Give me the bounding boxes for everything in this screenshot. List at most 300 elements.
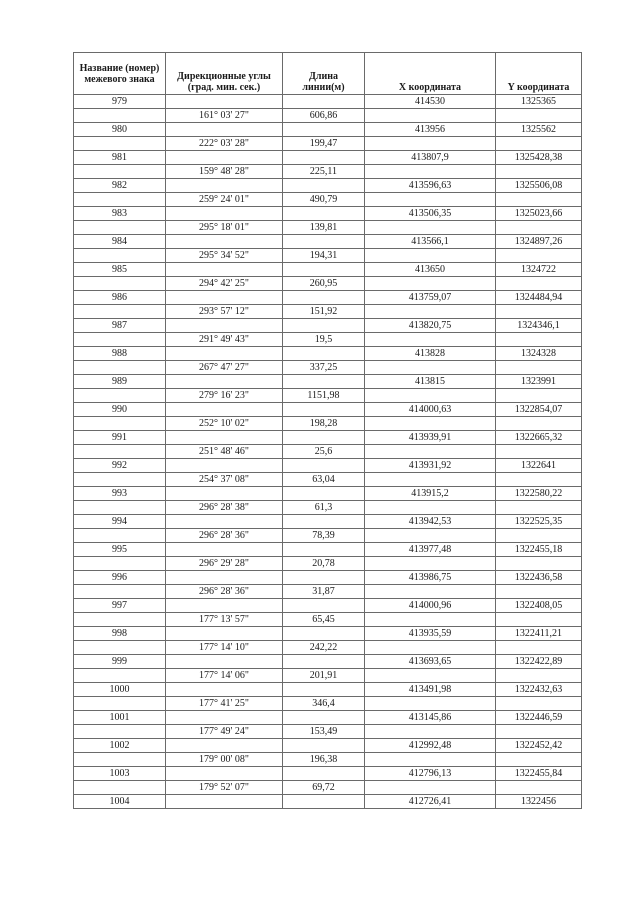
cell-y: 1322411,21 xyxy=(496,627,582,641)
cell-bearing: 296° 28' 36" xyxy=(166,585,283,599)
cell-bearing xyxy=(166,207,283,221)
table-body xyxy=(74,95,582,809)
cell-name: 989 xyxy=(74,375,166,389)
cell-name: 990 xyxy=(74,403,166,417)
cell-length: 199,47 xyxy=(283,137,365,151)
point-row xyxy=(74,655,582,669)
cell-length xyxy=(283,403,365,417)
segment-row xyxy=(74,697,582,711)
segment-row xyxy=(74,585,582,599)
cell-x: 413828 xyxy=(365,347,496,361)
segment-row xyxy=(74,389,582,403)
cell-y xyxy=(496,417,582,431)
cell-y xyxy=(496,305,582,319)
cell-bearing xyxy=(166,347,283,361)
cell-length: 198,28 xyxy=(283,417,365,431)
cell-x: 413986,75 xyxy=(365,571,496,585)
cell-name: 991 xyxy=(74,431,166,445)
cell-y: 1324722 xyxy=(496,263,582,277)
cell-x xyxy=(365,697,496,711)
cell-y: 1322422,89 xyxy=(496,655,582,669)
cell-x: 414000,96 xyxy=(365,599,496,613)
cell-bearing xyxy=(166,403,283,417)
cell-name xyxy=(74,109,166,123)
cell-length xyxy=(283,627,365,641)
cell-name: 1001 xyxy=(74,711,166,725)
cell-x xyxy=(365,445,496,459)
point-row xyxy=(74,123,582,137)
cell-name xyxy=(74,585,166,599)
cell-name xyxy=(74,361,166,375)
cell-bearing: 177° 13' 57" xyxy=(166,613,283,627)
cell-name xyxy=(74,445,166,459)
cell-bearing xyxy=(166,655,283,669)
cell-y xyxy=(496,165,582,179)
cell-length xyxy=(283,487,365,501)
cell-name xyxy=(74,753,166,767)
cell-name xyxy=(74,613,166,627)
cell-name: 1000 xyxy=(74,683,166,697)
cell-x xyxy=(365,305,496,319)
segment-row xyxy=(74,725,582,739)
point-row xyxy=(74,431,582,445)
cell-bearing: 293° 57' 12" xyxy=(166,305,283,319)
cell-y xyxy=(496,641,582,655)
cell-y xyxy=(496,221,582,235)
cell-length: 201,91 xyxy=(283,669,365,683)
cell-x xyxy=(365,557,496,571)
point-row xyxy=(74,767,582,781)
cell-x xyxy=(365,361,496,375)
point-row xyxy=(74,739,582,753)
cell-name xyxy=(74,781,166,795)
cell-x: 413915,2 xyxy=(365,487,496,501)
cell-y xyxy=(496,193,582,207)
cell-bearing xyxy=(166,683,283,697)
cell-x: 413942,53 xyxy=(365,515,496,529)
cell-bearing xyxy=(166,151,283,165)
cell-name: 986 xyxy=(74,291,166,305)
cell-length xyxy=(283,795,365,809)
point-row xyxy=(74,291,582,305)
cell-x xyxy=(365,753,496,767)
cell-bearing xyxy=(166,319,283,333)
cell-y: 1322525,35 xyxy=(496,515,582,529)
cell-name xyxy=(74,669,166,683)
cell-length xyxy=(283,291,365,305)
point-row xyxy=(74,543,582,557)
cell-x: 413956 xyxy=(365,123,496,137)
cell-bearing xyxy=(166,179,283,193)
cell-bearing: 177° 41' 25" xyxy=(166,697,283,711)
cell-y xyxy=(496,445,582,459)
segment-row xyxy=(74,277,582,291)
cell-x xyxy=(365,137,496,151)
cell-bearing: 279° 16' 23" xyxy=(166,389,283,403)
cell-length: 490,79 xyxy=(283,193,365,207)
header-row xyxy=(74,53,582,95)
cell-bearing: 159° 48' 28" xyxy=(166,165,283,179)
cell-name: 985 xyxy=(74,263,166,277)
cell-length xyxy=(283,95,365,109)
cell-bearing xyxy=(166,599,283,613)
cell-x xyxy=(365,585,496,599)
cell-x xyxy=(365,221,496,235)
point-row xyxy=(74,179,582,193)
segment-row xyxy=(74,501,582,515)
cell-x xyxy=(365,277,496,291)
cell-x xyxy=(365,473,496,487)
point-row xyxy=(74,487,582,501)
cell-name: 988 xyxy=(74,347,166,361)
point-row xyxy=(74,515,582,529)
cell-name xyxy=(74,501,166,515)
cell-name xyxy=(74,641,166,655)
cell-bearing: 294° 42' 25" xyxy=(166,277,283,291)
cell-y: 1322408,05 xyxy=(496,599,582,613)
cell-length xyxy=(283,543,365,557)
cell-y: 1325365 xyxy=(496,95,582,109)
cell-length: 139,81 xyxy=(283,221,365,235)
cell-length: 31,87 xyxy=(283,585,365,599)
segment-row xyxy=(74,109,582,123)
cell-bearing: 295° 18' 01" xyxy=(166,221,283,235)
cell-x xyxy=(365,613,496,627)
cell-x: 412796,13 xyxy=(365,767,496,781)
point-row xyxy=(74,571,582,585)
cell-length: 225,11 xyxy=(283,165,365,179)
cell-length xyxy=(283,123,365,137)
cell-length: 346,4 xyxy=(283,697,365,711)
cell-y xyxy=(496,697,582,711)
point-row xyxy=(74,151,582,165)
cell-x xyxy=(365,109,496,123)
point-row xyxy=(74,683,582,697)
cell-bearing xyxy=(166,263,283,277)
cell-name: 992 xyxy=(74,459,166,473)
cell-length: 337,25 xyxy=(283,361,365,375)
cell-length xyxy=(283,683,365,697)
cell-y: 1324328 xyxy=(496,347,582,361)
cell-y xyxy=(496,501,582,515)
cell-y: 1322580,22 xyxy=(496,487,582,501)
point-row xyxy=(74,403,582,417)
cell-y: 1322854,07 xyxy=(496,403,582,417)
cell-x: 413759,07 xyxy=(365,291,496,305)
cell-y xyxy=(496,557,582,571)
cell-name xyxy=(74,417,166,431)
cell-bearing xyxy=(166,767,283,781)
cell-bearing: 291° 49' 43" xyxy=(166,333,283,347)
cell-y: 1322452,42 xyxy=(496,739,582,753)
cell-x: 414530 xyxy=(365,95,496,109)
cell-y: 1325562 xyxy=(496,123,582,137)
point-row xyxy=(74,711,582,725)
cell-y xyxy=(496,613,582,627)
segment-row xyxy=(74,333,582,347)
cell-y: 1325023,66 xyxy=(496,207,582,221)
table-header xyxy=(74,53,582,95)
cell-x xyxy=(365,193,496,207)
cell-bearing xyxy=(166,627,283,641)
cell-length xyxy=(283,207,365,221)
cell-y: 1322455,18 xyxy=(496,543,582,557)
cell-length: 65,45 xyxy=(283,613,365,627)
cell-length: 25,6 xyxy=(283,445,365,459)
cell-y xyxy=(496,753,582,767)
cell-bearing: 259° 24' 01" xyxy=(166,193,283,207)
cell-y: 1325506,08 xyxy=(496,179,582,193)
segment-row xyxy=(74,361,582,375)
cell-y: 1322432,63 xyxy=(496,683,582,697)
cell-x: 413931,92 xyxy=(365,459,496,473)
cell-bearing: 251° 48' 46" xyxy=(166,445,283,459)
cell-bearing xyxy=(166,487,283,501)
cell-length xyxy=(283,347,365,361)
segment-row xyxy=(74,165,582,179)
cell-bearing xyxy=(166,431,283,445)
cell-y: 1323991 xyxy=(496,375,582,389)
segment-row xyxy=(74,305,582,319)
cell-y xyxy=(496,389,582,403)
cell-y xyxy=(496,529,582,543)
cell-bearing: 296° 29' 28" xyxy=(166,557,283,571)
cell-length: 606,86 xyxy=(283,109,365,123)
segment-row xyxy=(74,557,582,571)
cell-length: 242,22 xyxy=(283,641,365,655)
cell-name: 993 xyxy=(74,487,166,501)
cell-length: 19,5 xyxy=(283,333,365,347)
cell-name: 983 xyxy=(74,207,166,221)
cell-bearing xyxy=(166,571,283,585)
segment-row xyxy=(74,193,582,207)
cell-bearing xyxy=(166,543,283,557)
cell-length xyxy=(283,515,365,529)
segment-row xyxy=(74,137,582,151)
cell-length xyxy=(283,571,365,585)
cell-length xyxy=(283,319,365,333)
cell-x: 413693,65 xyxy=(365,655,496,669)
cell-name xyxy=(74,165,166,179)
cell-y xyxy=(496,249,582,263)
cell-y: 1322446,59 xyxy=(496,711,582,725)
cell-name xyxy=(74,137,166,151)
segment-row xyxy=(74,445,582,459)
segment-row xyxy=(74,641,582,655)
cell-length: 151,92 xyxy=(283,305,365,319)
point-row xyxy=(74,599,582,613)
cell-x: 413506,35 xyxy=(365,207,496,221)
cell-name: 1002 xyxy=(74,739,166,753)
cell-bearing: 252° 10' 02" xyxy=(166,417,283,431)
cell-name: 995 xyxy=(74,543,166,557)
cell-length xyxy=(283,235,365,249)
segment-row xyxy=(74,753,582,767)
cell-bearing xyxy=(166,795,283,809)
cell-bearing: 222° 03' 28" xyxy=(166,137,283,151)
cell-bearing: 161° 03' 27" xyxy=(166,109,283,123)
cell-length xyxy=(283,459,365,473)
cell-y xyxy=(496,277,582,291)
point-row xyxy=(74,347,582,361)
cell-length xyxy=(283,431,365,445)
cell-length xyxy=(283,739,365,753)
cell-x: 413596,63 xyxy=(365,179,496,193)
cell-y: 1322665,32 xyxy=(496,431,582,445)
cell-x: 413939,91 xyxy=(365,431,496,445)
cell-name: 979 xyxy=(74,95,166,109)
cell-x xyxy=(365,417,496,431)
cell-x xyxy=(365,669,496,683)
cell-name: 981 xyxy=(74,151,166,165)
cell-name: 987 xyxy=(74,319,166,333)
cell-length: 1151,98 xyxy=(283,389,365,403)
point-row xyxy=(74,263,582,277)
cell-length: 153,49 xyxy=(283,725,365,739)
cell-name: 997 xyxy=(74,599,166,613)
cell-x: 414000,63 xyxy=(365,403,496,417)
cell-y xyxy=(496,585,582,599)
cell-length xyxy=(283,375,365,389)
cell-name xyxy=(74,221,166,235)
cell-y: 1322436,58 xyxy=(496,571,582,585)
cell-name: 998 xyxy=(74,627,166,641)
cell-x xyxy=(365,165,496,179)
cell-name: 999 xyxy=(74,655,166,669)
segment-row xyxy=(74,473,582,487)
cell-bearing: 296° 28' 38" xyxy=(166,501,283,515)
cell-length xyxy=(283,263,365,277)
cell-length xyxy=(283,599,365,613)
cell-x: 412992,48 xyxy=(365,739,496,753)
cell-name xyxy=(74,389,166,403)
cell-bearing: 177° 14' 10" xyxy=(166,641,283,655)
cell-x: 413815 xyxy=(365,375,496,389)
cell-x: 413935,59 xyxy=(365,627,496,641)
point-row xyxy=(74,207,582,221)
cell-name xyxy=(74,333,166,347)
cell-x: 413807,9 xyxy=(365,151,496,165)
cell-name: 1003 xyxy=(74,767,166,781)
cell-bearing: 254° 37' 08" xyxy=(166,473,283,487)
cell-name: 984 xyxy=(74,235,166,249)
cell-x xyxy=(365,333,496,347)
cell-length: 61,3 xyxy=(283,501,365,515)
point-row xyxy=(74,319,582,333)
cell-x: 413977,48 xyxy=(365,543,496,557)
cell-name xyxy=(74,305,166,319)
cell-x xyxy=(365,781,496,795)
cell-bearing: 177° 49' 24" xyxy=(166,725,283,739)
cell-length: 260,95 xyxy=(283,277,365,291)
cell-x xyxy=(365,641,496,655)
cell-y xyxy=(496,725,582,739)
cell-length xyxy=(283,151,365,165)
cell-y: 1325428,38 xyxy=(496,151,582,165)
cell-name: 994 xyxy=(74,515,166,529)
segment-row xyxy=(74,613,582,627)
cell-name xyxy=(74,697,166,711)
cell-y xyxy=(496,109,582,123)
cell-length: 194,31 xyxy=(283,249,365,263)
cell-bearing xyxy=(166,291,283,305)
point-row xyxy=(74,627,582,641)
segment-row xyxy=(74,221,582,235)
cell-bearing xyxy=(166,235,283,249)
cell-x xyxy=(365,249,496,263)
cell-name xyxy=(74,277,166,291)
cell-name xyxy=(74,725,166,739)
cell-name: 1004 xyxy=(74,795,166,809)
cell-y: 1324897,26 xyxy=(496,235,582,249)
point-row xyxy=(74,235,582,249)
cell-length: 69,72 xyxy=(283,781,365,795)
cell-x xyxy=(365,501,496,515)
cell-x: 413820,75 xyxy=(365,319,496,333)
boundary-coordinates-table xyxy=(73,52,582,809)
header-bearing: Дирекционные углы (град. мин. сек.) xyxy=(166,53,283,95)
cell-length xyxy=(283,711,365,725)
cell-y xyxy=(496,781,582,795)
cell-y: 1322641 xyxy=(496,459,582,473)
cell-bearing: 177° 14' 06" xyxy=(166,669,283,683)
cell-name xyxy=(74,557,166,571)
point-row xyxy=(74,375,582,389)
cell-bearing xyxy=(166,739,283,753)
header-name: Название (номер) межевого знака xyxy=(74,53,166,95)
segment-row xyxy=(74,249,582,263)
cell-bearing xyxy=(166,375,283,389)
cell-length: 20,78 xyxy=(283,557,365,571)
cell-y: 1324484,94 xyxy=(496,291,582,305)
cell-x: 413145,86 xyxy=(365,711,496,725)
point-row xyxy=(74,795,582,809)
cell-bearing: 296° 28' 36" xyxy=(166,529,283,543)
cell-x: 412726,41 xyxy=(365,795,496,809)
cell-y: 1324346,1 xyxy=(496,319,582,333)
cell-y xyxy=(496,669,582,683)
cell-bearing xyxy=(166,95,283,109)
cell-x xyxy=(365,725,496,739)
cell-bearing xyxy=(166,515,283,529)
header-x: X координата xyxy=(365,53,496,95)
cell-length: 78,39 xyxy=(283,529,365,543)
cell-bearing: 179° 00' 08" xyxy=(166,753,283,767)
cell-x: 413491,98 xyxy=(365,683,496,697)
cell-bearing: 295° 34' 52" xyxy=(166,249,283,263)
cell-bearing xyxy=(166,459,283,473)
cell-bearing: 179° 52' 07" xyxy=(166,781,283,795)
cell-length xyxy=(283,767,365,781)
cell-y xyxy=(496,137,582,151)
segment-row xyxy=(74,781,582,795)
segment-row xyxy=(74,529,582,543)
cell-name: 980 xyxy=(74,123,166,137)
cell-name xyxy=(74,193,166,207)
cell-length xyxy=(283,655,365,669)
cell-length: 196,38 xyxy=(283,753,365,767)
cell-length: 63,04 xyxy=(283,473,365,487)
cell-name: 996 xyxy=(74,571,166,585)
cell-bearing xyxy=(166,123,283,137)
header-y: Y координата xyxy=(496,53,582,95)
cell-bearing: 267° 47' 27" xyxy=(166,361,283,375)
cell-y xyxy=(496,333,582,347)
segment-row xyxy=(74,669,582,683)
cell-x: 413566,1 xyxy=(365,235,496,249)
cell-y: 1322456 xyxy=(496,795,582,809)
cell-x xyxy=(365,529,496,543)
